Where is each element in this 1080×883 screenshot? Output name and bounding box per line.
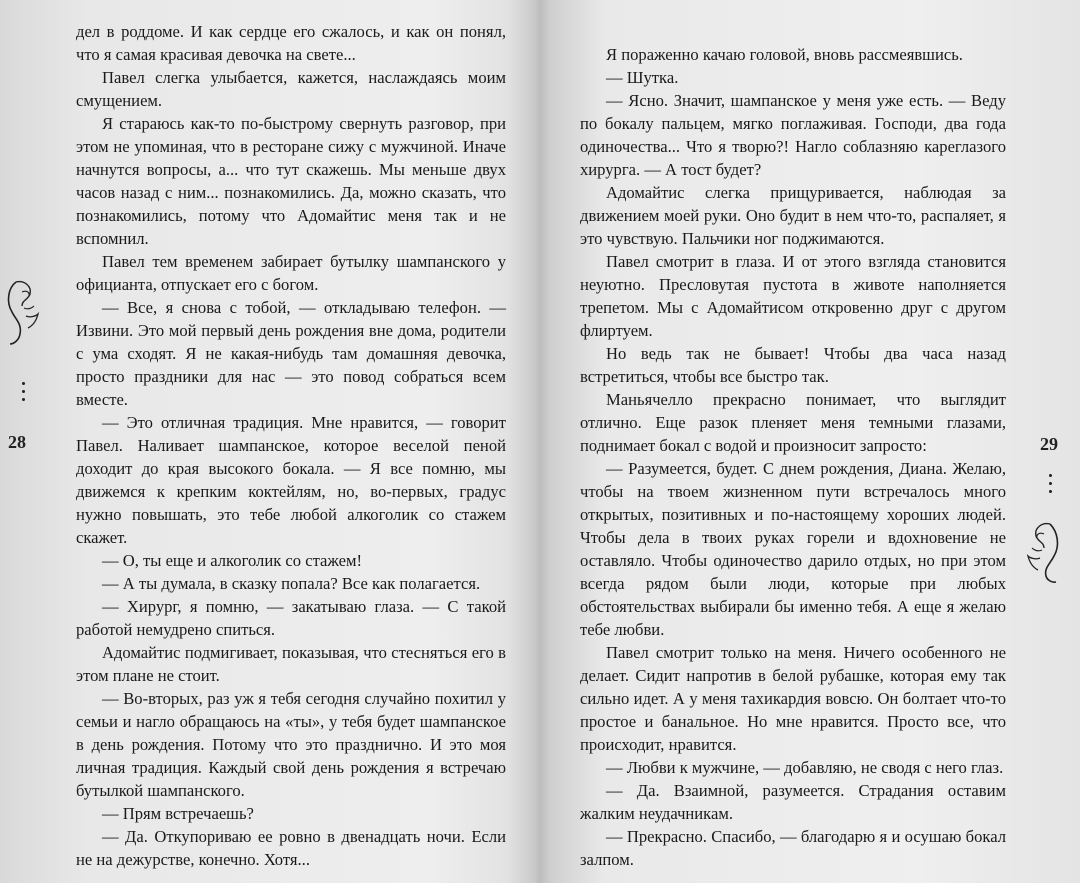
paragraph: — Любви к мужчине, — добавляю, не сводя с него глаз. (606, 758, 1004, 777)
paragraph: — О, ты еще и алкоголик со стажем! (102, 551, 363, 570)
paragraph: Я стараюсь как-то по-быстрому свернуть разговор, при этом не упоминая, что в ресторане сижу с мужчиной. Иначе начнутся вопросы, а... что тут скажешь. Мы меньше двух часов назад с ним... познакомились. Да, можно сказать, что познакомились, потому что Адомайтис меня так и не вспомнил. (76, 114, 506, 248)
left-page-text (76, 20, 506, 871)
paragraph: Адомайтис слегка прищуривается, наблюдая за движением моей руки. Оно будит в нем что-то, распаляет, я это чувствую. Пальчики ног поджимаются. (580, 183, 1006, 248)
paragraph: — А ты думала, в сказку попала? Все как полагается. (102, 574, 481, 593)
ellipsis-dots-icon (1048, 474, 1054, 498)
paragraph: — Шутка. (606, 68, 679, 87)
right-page (530, 0, 1080, 883)
paragraph: Павел тем временем забирает бутылку шампанского у официанта, отпускает его с богом. (76, 252, 506, 294)
paragraph: — Ясно. Значит, шампанское у меня уже есть. — Веду по бокалу пальцем, мягко поглаживая. Господи, два года одиночества... Что я творю?! Нагло соблазняю кареглазого хирурга. — А тост будет? (580, 91, 1006, 179)
paragraph: дел в роддоме. И как сердце его сжалось, и как он понял, что я самая красивая девочка на свете... (76, 22, 506, 64)
paragraph: — Это отличная традиция. Мне нравится, — говорит Павел. Наливает шампанское, которое веселой пеной доходит до края высокого бокала. — Я все помню, мы движемся к крепким коктейлям, но, во-первых, градус нужно повышать, это тебе любой алкоголик со стажем скажет. (76, 413, 506, 547)
paragraph: Адомайтис подмигивает, показывая, что стесняться его в этом плане не стоит. (76, 643, 506, 685)
left-page (0, 0, 530, 883)
paragraph: Маньячелло прекрасно понимает, что выглядит отлично. Еще разок пленяет меня темными глазами, поднимает бокал с водой и произносит запросто: (580, 390, 1006, 455)
paragraph: — Да. Взаимной, разумеется. Страдания оставим жалким неудачникам. (580, 781, 1006, 823)
paragraph: — Все, я снова с тобой, — откладываю телефон. — Извини. Это мой первый день рождения вне дома, родители с ума сходят. Я не какая-нибудь там домашняя девочка, просто праздники для нас — это повод собраться всем вместе. (76, 298, 506, 409)
page-number-right: 29 (1040, 434, 1058, 454)
paragraph: — Хирург, я помню, — закатываю глаза. — С такой работой немудрено спиться. (76, 597, 506, 639)
paragraph: Павел смотрит в глаза. И от этого взгляда становится неуютно. Пресловутая пустота в животе наполняется трепетом. Мы с Адомайтисом откровенно друг с другом флиртуем. (580, 252, 1006, 340)
page-number-left: 28 (8, 432, 26, 452)
paragraph: — Да. Откупориваю ее ровно в двенадцать ночи. Если не на дежурстве, конечно. Хотя... (76, 827, 506, 869)
face-ornament-icon (1020, 520, 1064, 586)
paragraph: Павел слегка улыбается, кажется, наслаждаясь моим смущением. (76, 68, 506, 110)
paragraph: Павел смотрит только на меня. Ничего особенного не делает. Сидит напротив в белой рубашке, которая ему так сильно идет. А у меня тахикардия вовсю. Он болтает что-то простое и банальное. Но мне нравится. Просто все, что происходит, нравится. (580, 643, 1006, 754)
ellipsis-dots-icon (21, 382, 27, 406)
face-ornament-icon (2, 278, 48, 348)
paragraph: Но ведь так не бывает! Чтобы два часа назад встретиться, чтобы все быстро так. (580, 344, 1006, 386)
paragraph: — Прекрасно. Спасибо, — благодарю я и осушаю бокал залпом. (580, 827, 1006, 869)
paragraph: — Во-вторых, раз уж я тебя сегодня случайно похитил у семьи и нагло обращаюсь на «ты», у тебя будет шампанское в день рождения. Потому что это празднично. И это моя личная традиция. Каждый свой день рождения я встречаю бутылкой шампанского. (76, 689, 506, 800)
paragraph: — Прям встречаешь? (102, 804, 254, 823)
right-page-text (580, 43, 1006, 871)
paragraph: — Разумеется, будет. С днем рождения, Диана. Желаю, чтобы на твоем жизненном пути встречалось много открытых, позитивных и по-настоящему хороших людей. Чтобы дела в твоих руках горели и вдохновение не оставляло. Чтобы одиночество дарило отдых, но при этом всегда рядом были люди, которые при любых обстоятельствах выбирали бы именно тебя. А еще я желаю тебе любви. (580, 459, 1006, 639)
paragraph: Я пораженно качаю головой, вновь рассмеявшись. (606, 45, 963, 64)
